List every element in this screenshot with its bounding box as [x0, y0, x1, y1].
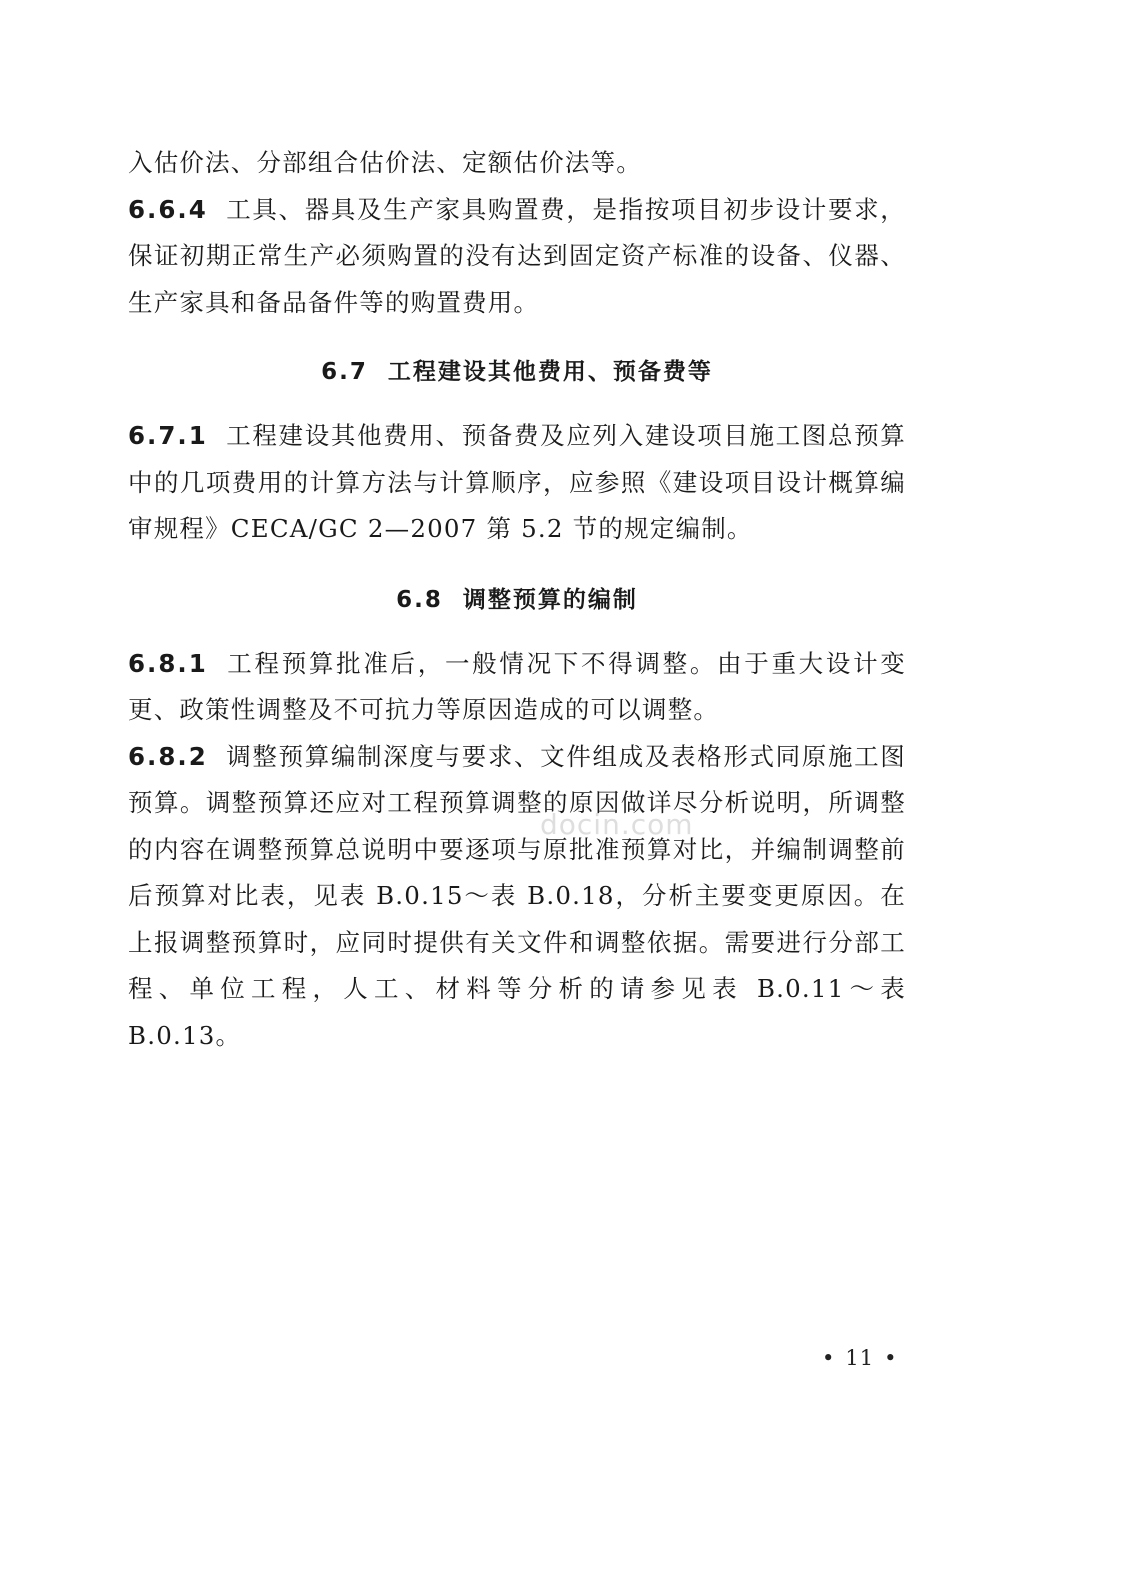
clause-6-8-1: [128, 641, 906, 734]
clause-number: 6.7.1: [128, 421, 208, 450]
clause-text: 工程建设其他费用、预备费及应列入建设项目施工图总预算中的几项费用的计算方法与计算顺序，应参照《建设项目设计概算编审规程》CECA/GC 2—2007 第 5.2 节的规定编制。: [128, 421, 906, 543]
clause-6-8-2: [128, 734, 906, 1060]
page-number-footer: [812, 1346, 908, 1370]
clause-text: 工具、器具及生产家具购置费，是指按项目初步设计要求，保证初期正常生产必须购置的没有达到固定资产标准的设备、仪器、生产家具和备品备件等的购置费用。: [128, 194, 906, 317]
clause-text: 工程预算批准后，一般情况下不得调整。由于重大设计变更、政策性调整及不可抗力等原因造成的可以调整。: [128, 648, 906, 724]
section-number: 6.8: [396, 586, 443, 613]
clause-6-6-4: [128, 187, 906, 327]
section-title: 调整预算的编制: [462, 586, 638, 613]
footer-dot-left: •: [822, 1346, 836, 1370]
section-title: 工程建设其他费用、预备费等: [387, 359, 713, 385]
continuation-paragraph: [128, 140, 906, 187]
clause-number: 6.6.4: [128, 194, 208, 224]
clause-6-7-1: [128, 413, 906, 553]
section-heading-6-8: [128, 581, 906, 614]
page-body: [128, 140, 906, 1059]
section-number: 6.7: [321, 359, 368, 385]
clause-number: 6.8.2: [128, 741, 208, 771]
page-number: 11: [845, 1346, 875, 1370]
watermark: docin.com: [540, 808, 694, 841]
clause-text: 调整预算编制深度与要求、文件组成及表格形式同原施工图预算。调整预算还应对工程预算调整的原因做详尽分析说明，所调整的内容在调整预算总说明中要逐项与原批准预算对比，并编制调整前后预算对比表，见表 B.0.15～表 B.0.18，分析主要变更原因。在上报调整预算时，应同时提供有关文件和调整依据。需要进行分部工程、单位工程，人工、材料等分析的请参见表 B.0.11～表 B.0.13。: [128, 741, 906, 1050]
continuation-text: 入估价法、分部组合估价法、定额估价法等。: [128, 148, 642, 177]
footer-dot-right: •: [884, 1346, 898, 1370]
section-heading-6-7: [128, 353, 906, 386]
clause-number: 6.8.1: [128, 648, 208, 678]
